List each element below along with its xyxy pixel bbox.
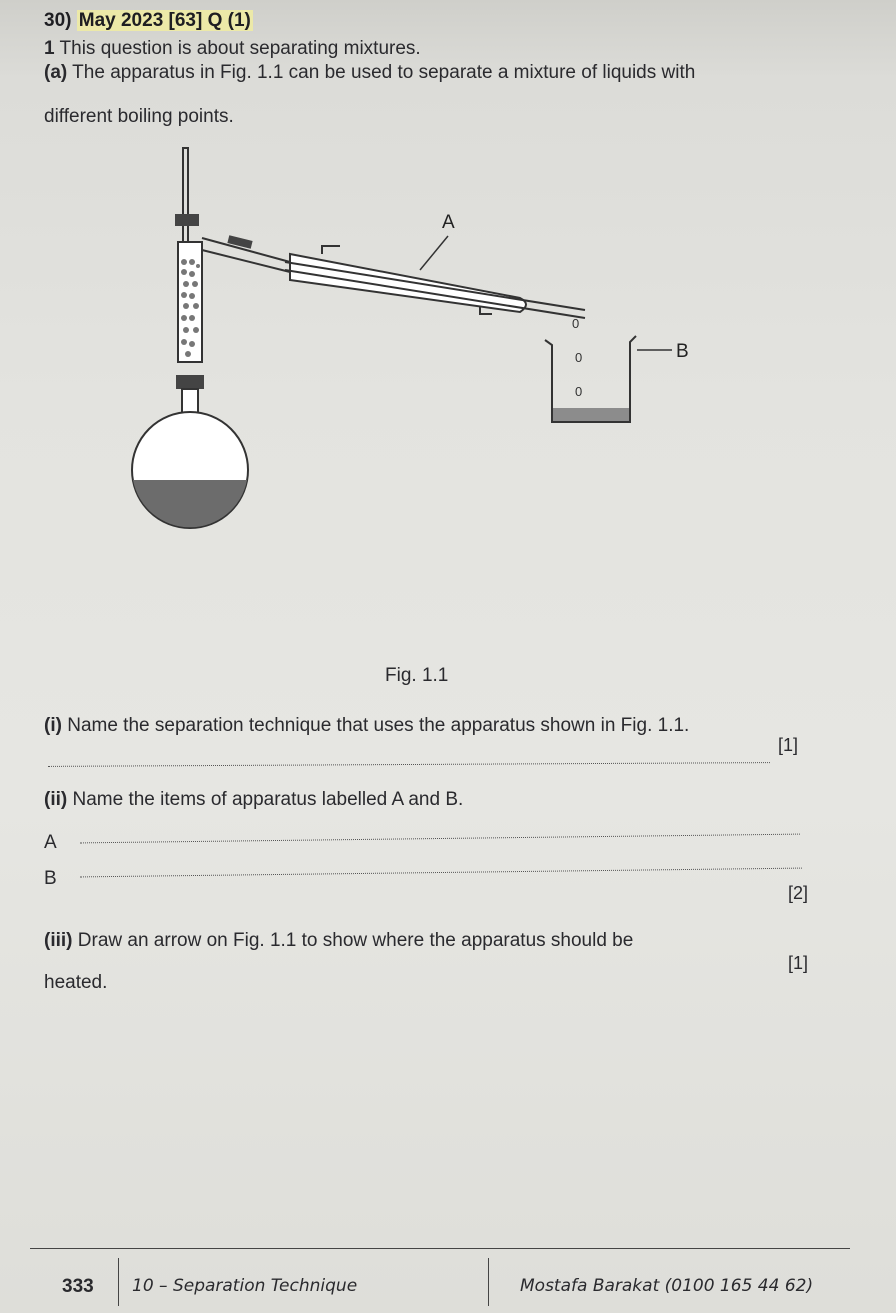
thermometer (183, 148, 188, 243)
answer-line-a[interactable] (80, 834, 800, 844)
flask-neck (182, 389, 198, 414)
part-a-label: (a) (44, 62, 68, 83)
answer-line-i[interactable] (48, 762, 770, 767)
chapter-title: 10 – Separation Technique (132, 1276, 358, 1296)
part-i-question (44, 715, 689, 737)
part-i-label: (i) (44, 715, 62, 736)
part-i-text: Name the separation technique that uses the apparatus shown in Fig. 1.1. (67, 715, 690, 736)
footer-rule (30, 1248, 850, 1249)
question-intro-text: This question is about separating mixtures. (59, 38, 421, 59)
author-contact: Mostafa Barakat (0100 165 44 62) (520, 1276, 814, 1296)
answer-b-label: B (44, 868, 57, 889)
question-number: 30) (44, 10, 72, 31)
drip-1: 0 (572, 316, 580, 331)
exam-session: May 2023 [63] Q (1) (78, 10, 251, 31)
question-intro-number: 1 (44, 38, 55, 59)
page-number: 333 (62, 1276, 94, 1297)
part-iii-label: (iii) (44, 930, 73, 951)
answer-line-b[interactable] (80, 868, 802, 878)
part-iii-question (44, 930, 633, 952)
part-ii-question (44, 789, 463, 811)
part-ii-text: Name the items of apparatus labelled A and B. (72, 789, 464, 810)
distillate (553, 408, 629, 421)
answer-a-label: A (44, 832, 57, 853)
liquid-mixture (133, 480, 247, 527)
footer-divider-1 (118, 1258, 119, 1306)
label-b: B (676, 341, 689, 362)
figure-caption: Fig. 1.1 (385, 665, 449, 686)
label-a: A (442, 212, 455, 233)
drip-2: 0 (575, 350, 583, 365)
footer-divider-2 (488, 1258, 489, 1306)
part-ii-marks: [2] (788, 883, 809, 903)
part-iii-text: Draw an arrow on Fig. 1.1 to show where the apparatus should be (77, 930, 634, 951)
part-a-line-2: different boiling points. (44, 106, 234, 127)
flask-stopper (176, 375, 204, 389)
part-ii-label: (ii) (44, 789, 68, 810)
part-iii-text-continued: heated. (44, 972, 108, 993)
label-a-pointer (420, 236, 448, 270)
part-i-marks: [1] (778, 735, 799, 755)
drip-3: 0 (575, 384, 583, 399)
part-a-text: The apparatus in Fig. 1.1 can be used to separate a mixture of liquids with (72, 62, 696, 83)
part-iii-marks: [1] (788, 953, 809, 973)
thermometer-stopper (175, 214, 199, 226)
